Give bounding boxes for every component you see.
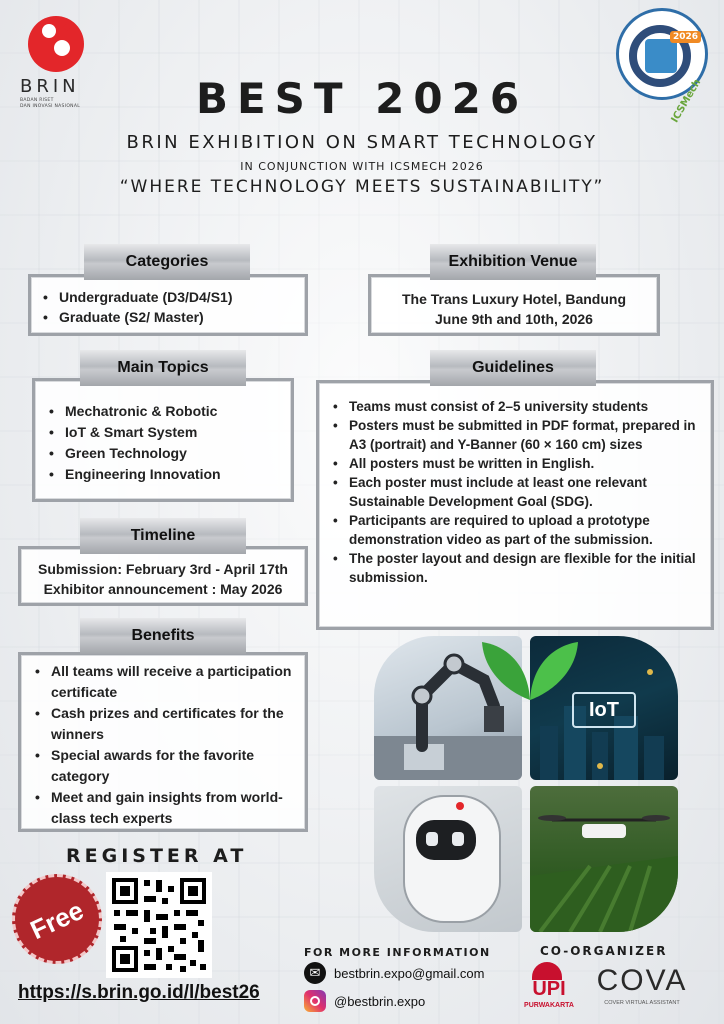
event-conjunction: IN CONJUNCTION WITH ICSMECH 2026 bbox=[240, 160, 484, 173]
guidelines-heading: Guidelines bbox=[430, 350, 596, 386]
benefit-item: • All teams will receive a participation certificate bbox=[33, 661, 295, 703]
categories-box bbox=[28, 274, 308, 336]
benefit-item: • Special awards for the favorite category bbox=[33, 745, 295, 787]
venue-dates: June 9th and 10th, 2026 bbox=[435, 311, 593, 327]
timeline-box bbox=[18, 546, 308, 606]
upi-wordmark: UPI bbox=[532, 978, 566, 1000]
registration-link[interactable]: https://s.brin.go.id/l/best26 bbox=[18, 982, 260, 1003]
brin-logo-mark bbox=[28, 16, 84, 72]
instagram-icon bbox=[304, 990, 326, 1012]
guideline-item: • Posters must be submitted in PDF format, prepared in A3 (portrait) and Y-Banner (60 × 160 cm) sizes bbox=[331, 416, 707, 454]
topic-item: • IoT & Smart System bbox=[47, 422, 221, 443]
upi-logo bbox=[520, 962, 580, 1016]
coorganizer-heading: CO-ORGANIZER bbox=[540, 944, 668, 958]
benefits-box bbox=[18, 652, 308, 832]
envelope-icon: ✉ bbox=[304, 962, 326, 984]
category-item: • Graduate (S2/ Master) bbox=[41, 307, 232, 327]
instagram-contact[interactable] bbox=[304, 990, 425, 1012]
benefit-item: • Meet and gain insights from world-class tech experts bbox=[33, 787, 295, 829]
topic-item: • Mechatronic & Robotic bbox=[47, 401, 221, 422]
iot-label: IoT bbox=[572, 692, 636, 728]
cova-wordmark: COVA bbox=[596, 964, 688, 997]
brin-wordmark: BRIN bbox=[20, 76, 80, 97]
brin-sub-line-2: DAN INOVASI NASIONAL bbox=[20, 104, 81, 109]
drone-field-image bbox=[530, 786, 678, 932]
service-robot-image bbox=[374, 786, 522, 932]
upi-campus: PURWAKARTA bbox=[524, 1002, 574, 1009]
guideline-item: • All posters must be written in English. bbox=[331, 454, 707, 473]
icsmech-label: ICSMech bbox=[669, 77, 703, 125]
event-title: BEST 2026 bbox=[195, 74, 529, 123]
registration-qr-code[interactable] bbox=[106, 872, 212, 978]
venue-box bbox=[368, 274, 660, 336]
email-address: bestbrin.expo@gmail.com bbox=[334, 965, 485, 981]
register-heading: REGISTER AT bbox=[66, 845, 248, 867]
free-badge bbox=[12, 874, 102, 964]
guideline-item: • Teams must consist of 2–5 university students bbox=[331, 397, 707, 416]
more-info-heading: FOR MORE INFORMATION bbox=[304, 946, 491, 959]
sparkle-icon: ✦ bbox=[60, 18, 74, 37]
event-tagline: “WHERE TECHNOLOGY MEETS SUSTAINABILITY” bbox=[119, 177, 605, 197]
event-subtitle: BRIN EXHIBITION ON SMART TECHNOLOGY bbox=[126, 132, 598, 153]
main-topics-heading: Main Topics bbox=[80, 350, 246, 386]
touch-hand-icon bbox=[645, 39, 677, 73]
category-item: • Undergraduate (D3/D4/S1) bbox=[41, 287, 232, 307]
icsmech-year-badge: 2026 bbox=[670, 31, 701, 43]
timeline-heading: Timeline bbox=[80, 518, 246, 554]
venue-location: The Trans Luxury Hotel, Bandung bbox=[401, 291, 627, 307]
guideline-item: • Participants are required to upload a prototype demonstration video as part of the submission. bbox=[331, 511, 707, 549]
guideline-item: • The poster layout and design are flexible for the initial submission. bbox=[331, 549, 707, 587]
topic-item: • Engineering Innovation bbox=[47, 464, 221, 485]
timeline-announcement: Exhibitor announcement : May 2026 bbox=[43, 581, 283, 597]
topic-item: • Green Technology bbox=[47, 443, 221, 464]
instagram-handle: @bestbrin.expo bbox=[334, 993, 426, 1009]
benefit-item: • Cash prizes and certificates for the winners bbox=[33, 703, 295, 745]
main-topics-box bbox=[32, 378, 294, 502]
cova-logo bbox=[582, 962, 702, 1016]
guideline-item: • Each poster must include at least one relevant Sustainable Development Goal (SDG). bbox=[331, 473, 707, 511]
venue-heading: Exhibition Venue bbox=[430, 244, 596, 280]
email-contact[interactable] bbox=[304, 962, 484, 984]
guidelines-box bbox=[316, 380, 714, 630]
brin-sub-line-1: BADAN RISET bbox=[20, 98, 54, 103]
cova-tagline: COVER VIRTUAL ASSISTANT bbox=[604, 1000, 680, 1006]
categories-heading: Categories bbox=[84, 244, 250, 280]
free-badge-label: Free bbox=[25, 894, 89, 946]
leaf-icon bbox=[478, 632, 582, 702]
benefits-heading: Benefits bbox=[80, 618, 246, 654]
timeline-submission: Submission: February 3rd - April 17th bbox=[38, 561, 288, 577]
